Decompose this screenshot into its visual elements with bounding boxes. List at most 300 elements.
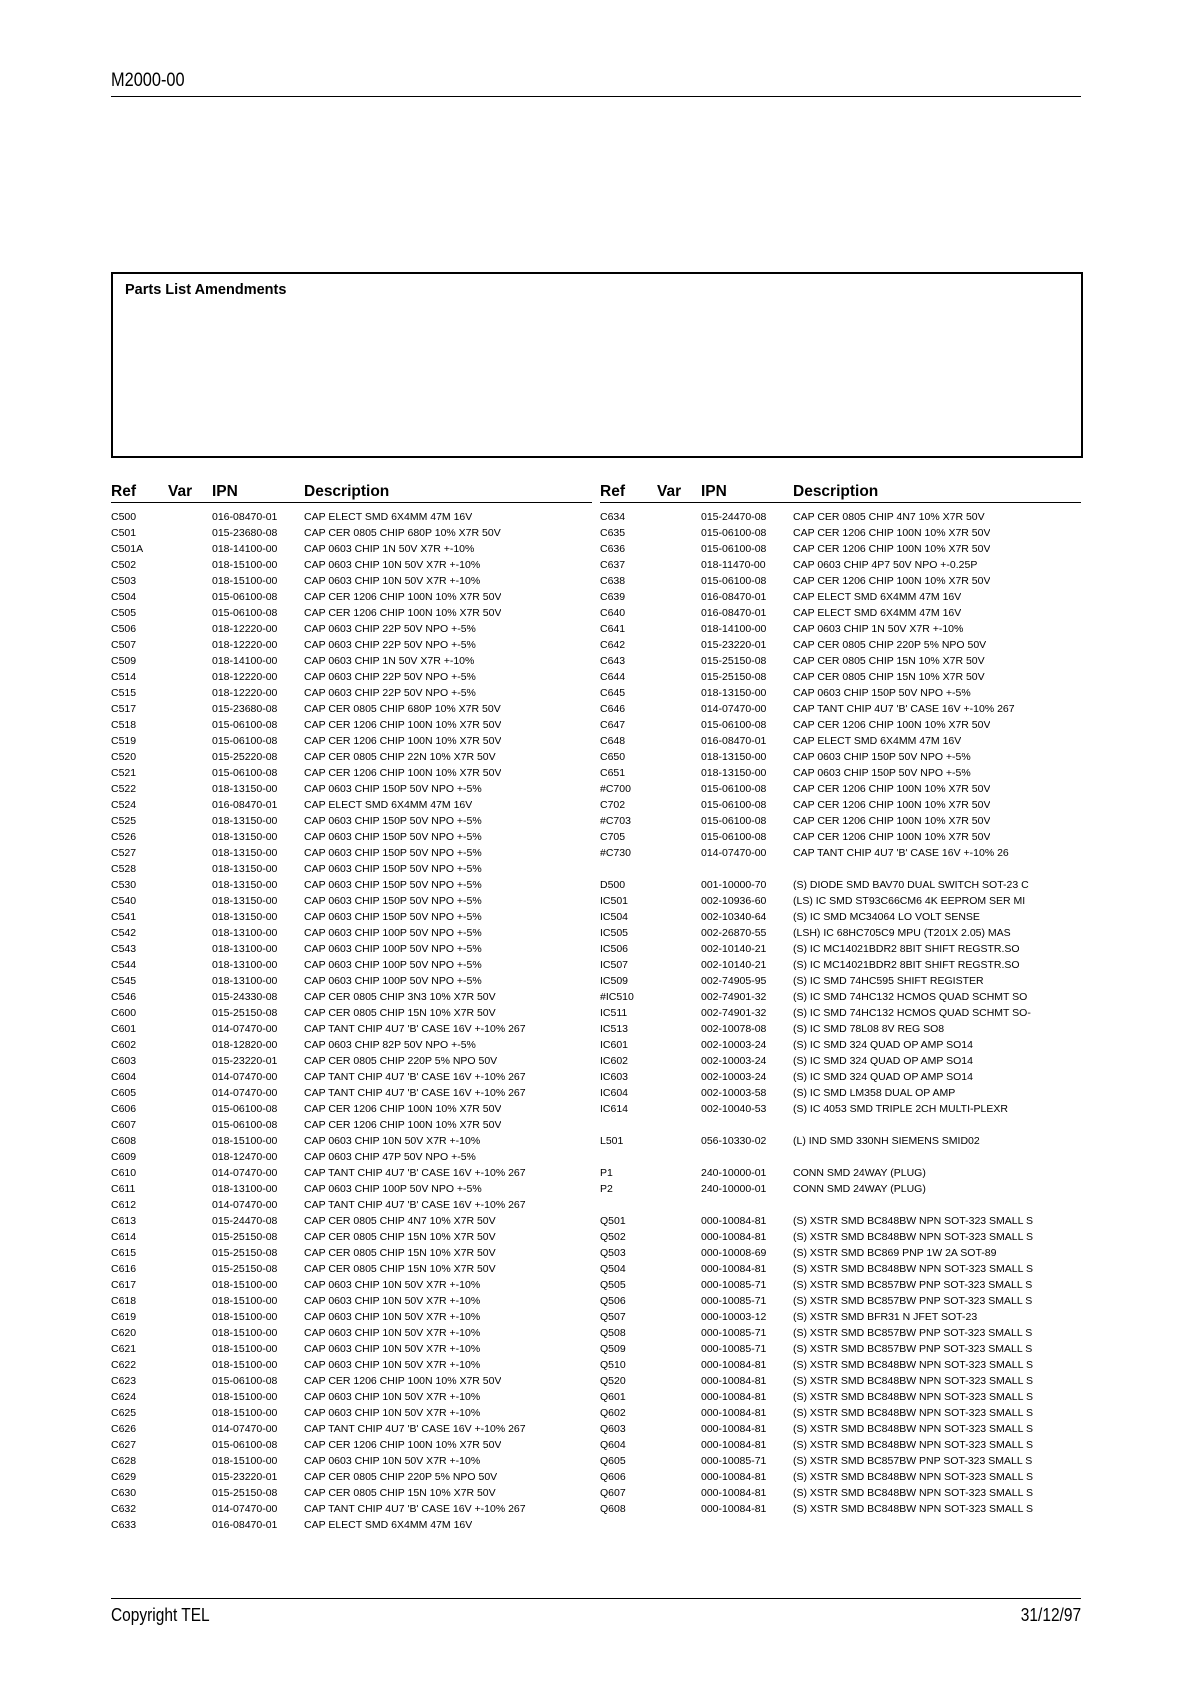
cell-ipn: 018-14100-00 xyxy=(212,655,278,667)
cell-ipn: 018-15100-00 xyxy=(212,1327,278,1339)
table-row xyxy=(111,717,592,733)
cell-ipn: 015-25220-08 xyxy=(212,751,278,763)
column-header-ipn: IPN xyxy=(212,483,238,500)
cell-ref: C632 xyxy=(111,1503,137,1515)
table-row xyxy=(111,605,592,621)
table-row xyxy=(111,781,592,797)
table-row xyxy=(111,1101,592,1117)
table-row xyxy=(600,1277,1081,1293)
cell-ref: #IC510 xyxy=(600,991,634,1003)
cell-ipn: 015-25150-08 xyxy=(212,1247,278,1259)
cell-ipn: 016-08470-01 xyxy=(212,511,278,523)
cell-description: CAP 0603 CHIP 150P 50V NPO +-5% xyxy=(304,895,482,907)
cell-ipn: 015-25150-08 xyxy=(212,1007,278,1019)
cell-ref: C601 xyxy=(111,1023,137,1035)
cell-description: CAP CER 0805 CHIP 15N 10% X7R 50V xyxy=(304,1007,496,1019)
table-row xyxy=(111,637,592,653)
cell-ref: IC603 xyxy=(600,1071,629,1083)
cell-description: CAP CER 0805 CHIP 15N 10% X7R 50V xyxy=(793,671,985,683)
cell-ipn: 240-10000-01 xyxy=(701,1183,767,1195)
table-row xyxy=(600,525,1081,541)
cell-description: CAP CER 0805 CHIP 3N3 10% X7R 50V xyxy=(304,991,496,1003)
table-row xyxy=(111,589,592,605)
cell-ipn: 000-10084-81 xyxy=(701,1407,767,1419)
table-row xyxy=(600,973,1081,989)
table-row xyxy=(111,573,592,589)
cell-ref: P2 xyxy=(600,1183,613,1195)
cell-ref: C522 xyxy=(111,783,137,795)
cell-description: (S) IC SMD 74HC132 HCMOS QUAD SCHMT SO- xyxy=(793,1007,1031,1019)
cell-ipn: 002-74901-32 xyxy=(701,1007,767,1019)
table-row xyxy=(600,717,1081,733)
table-row xyxy=(111,541,592,557)
table-row xyxy=(600,1485,1081,1501)
cell-ref: IC504 xyxy=(600,911,629,923)
cell-description: CAP TANT CHIP 4U7 'B' CASE 16V +-10% 267 xyxy=(304,1423,526,1435)
cell-ipn: 000-10084-81 xyxy=(701,1423,767,1435)
cell-ipn: 014-07470-00 xyxy=(212,1167,278,1179)
cell-description: CAP CER 1206 CHIP 100N 10% X7R 50V xyxy=(304,719,502,731)
cell-description: CAP CER 1206 CHIP 100N 10% X7R 50V xyxy=(304,1119,502,1131)
cell-ref: Q504 xyxy=(600,1263,626,1275)
cell-description: CAP CER 0805 CHIP 4N7 10% X7R 50V xyxy=(793,511,985,523)
cell-ipn: 018-13100-00 xyxy=(212,927,278,939)
cell-ipn: 018-15100-00 xyxy=(212,1279,278,1291)
cell-description: CAP CER 0805 CHIP 15N 10% X7R 50V xyxy=(304,1487,496,1499)
cell-description: CAP TANT CHIP 4U7 'B' CASE 16V +-10% 267 xyxy=(304,1087,526,1099)
cell-description: CAP CER 0805 CHIP 15N 10% X7R 50V xyxy=(304,1263,496,1275)
cell-ref: C614 xyxy=(111,1231,137,1243)
table-row xyxy=(600,1181,1081,1197)
table-row xyxy=(111,1133,592,1149)
table-row xyxy=(111,621,592,637)
cell-ref: C637 xyxy=(600,559,626,571)
cell-ipn: 018-13150-00 xyxy=(701,751,767,763)
cell-ipn: 018-13150-00 xyxy=(701,767,767,779)
cell-ipn: 018-11470-00 xyxy=(701,559,766,571)
table-row xyxy=(111,845,592,861)
cell-ipn: 240-10000-01 xyxy=(701,1167,767,1179)
cell-ipn: 015-06100-08 xyxy=(701,527,767,539)
cell-ref: C611 xyxy=(111,1183,136,1195)
cell-ipn: 018-15100-00 xyxy=(212,559,278,571)
cell-description: (S) IC 4053 SMD TRIPLE 2CH MULTI-PLEXR xyxy=(793,1103,1008,1115)
table-body xyxy=(111,503,592,1533)
cell-ipn: 015-06100-08 xyxy=(701,719,767,731)
cell-ref: Q602 xyxy=(600,1407,626,1419)
cell-ref: IC511 xyxy=(600,1007,628,1019)
cell-ipn: 001-10000-70 xyxy=(701,879,767,891)
table-row xyxy=(111,1085,592,1101)
table-row xyxy=(600,925,1081,941)
cell-description: (S) XSTR SMD BC848BW NPN SOT-323 SMALL S xyxy=(793,1375,1034,1387)
cell-ref: C515 xyxy=(111,687,137,699)
table-row xyxy=(600,1133,1081,1149)
cell-description: CAP 0603 CHIP 150P 50V NPO +-5% xyxy=(304,879,482,891)
cell-ipn: 015-23680-08 xyxy=(212,527,278,539)
cell-ref: Q601 xyxy=(600,1391,626,1403)
cell-description: CAP TANT CHIP 4U7 'B' CASE 16V +-10% 267 xyxy=(793,703,1015,715)
cell-ipn: 015-06100-08 xyxy=(701,815,767,827)
cell-ref: C606 xyxy=(111,1103,137,1115)
table-row xyxy=(600,1069,1081,1085)
cell-ref: Q603 xyxy=(600,1423,626,1435)
table-row xyxy=(111,877,592,893)
table-row xyxy=(600,1085,1081,1101)
cell-ipn: 000-10084-81 xyxy=(701,1503,767,1515)
document-date: 31/12/97 xyxy=(1020,1605,1081,1625)
cell-description: CAP 0603 CHIP 150P 50V NPO +-5% xyxy=(304,831,482,843)
cell-ipn: 002-10340-64 xyxy=(701,911,767,923)
table-row xyxy=(600,1197,1081,1213)
cell-description: CAP 0603 CHIP 10N 50V X7R +-10% xyxy=(304,1455,481,1467)
cell-ref: C616 xyxy=(111,1263,137,1275)
parts-list-amendments-box xyxy=(111,272,1083,458)
table-row xyxy=(600,573,1081,589)
copyright-text: Copyright TEL xyxy=(111,1605,210,1625)
cell-ipn: 018-14100-00 xyxy=(212,543,278,555)
cell-ref: C705 xyxy=(600,831,626,843)
cell-description: CAP CER 0805 CHIP 680P 10% X7R 50V xyxy=(304,527,501,539)
column-header-ipn: IPN xyxy=(701,483,727,500)
cell-ipn: 016-08470-01 xyxy=(701,607,767,619)
parts-table-right xyxy=(600,483,1081,1517)
table-row xyxy=(600,1437,1081,1453)
cell-ref: #C730 xyxy=(600,847,631,859)
cell-ref: C620 xyxy=(111,1327,137,1339)
table-row xyxy=(600,861,1081,877)
cell-description: CAP ELECT SMD 6X4MM 47M 16V xyxy=(793,591,962,603)
cell-ipn: 014-07470-00 xyxy=(701,703,767,715)
cell-ipn: 000-10084-81 xyxy=(701,1231,767,1243)
cell-ipn: 002-10040-53 xyxy=(701,1103,767,1115)
cell-ipn: 002-10003-24 xyxy=(701,1055,767,1067)
table-row xyxy=(111,1213,592,1229)
cell-ref: IC507 xyxy=(600,959,629,971)
cell-description: (S) XSTR SMD BC848BW NPN SOT-323 SMALL S xyxy=(793,1391,1034,1403)
cell-description: CAP 0603 CHIP 10N 50V X7R +-10% xyxy=(304,1295,481,1307)
cell-description: CAP CER 0805 CHIP 15N 10% X7R 50V xyxy=(304,1247,496,1259)
cell-description: CAP 0603 CHIP 100P 50V NPO +-5% xyxy=(304,943,482,955)
table-row xyxy=(600,701,1081,717)
cell-description: CAP 0603 CHIP 10N 50V X7R +-10% xyxy=(304,559,481,571)
cell-ipn: 015-06100-08 xyxy=(212,1375,278,1387)
cell-description: (S) IC SMD MC34064 LO VOLT SENSE xyxy=(793,911,980,923)
table-row xyxy=(111,813,592,829)
table-row xyxy=(600,621,1081,637)
cell-ref: Q604 xyxy=(600,1439,626,1451)
cell-ref: C651 xyxy=(600,767,626,779)
table-row xyxy=(111,941,592,957)
cell-ref: C615 xyxy=(111,1247,137,1259)
cell-ref: C524 xyxy=(111,799,137,811)
cell-ref: Q505 xyxy=(600,1279,626,1291)
cell-description: CAP 0603 CHIP 1N 50V X7R +-10% xyxy=(793,623,964,635)
table-row xyxy=(600,749,1081,765)
cell-ipn: 018-15100-00 xyxy=(212,1455,278,1467)
cell-ref: IC506 xyxy=(600,943,629,955)
cell-ipn: 056-10330-02 xyxy=(701,1135,767,1147)
cell-ref: IC604 xyxy=(600,1087,629,1099)
cell-ipn: 015-06100-08 xyxy=(212,767,278,779)
cell-ref: C627 xyxy=(111,1439,137,1451)
cell-ipn: 018-13100-00 xyxy=(212,975,278,987)
cell-ipn: 018-13150-00 xyxy=(212,847,278,859)
table-row xyxy=(111,685,592,701)
cell-ref: Q503 xyxy=(600,1247,626,1259)
table-row xyxy=(111,1485,592,1501)
cell-ipn: 018-13150-00 xyxy=(212,911,278,923)
cell-ref: C543 xyxy=(111,943,137,955)
cell-ref: Q507 xyxy=(600,1311,626,1323)
cell-ipn: 002-10078-08 xyxy=(701,1023,767,1035)
cell-description: (L) IND SMD 330NH SIEMENS SMID02 xyxy=(793,1135,980,1147)
cell-ref: C518 xyxy=(111,719,137,731)
cell-ref: C612 xyxy=(111,1199,137,1211)
cell-ipn: 018-13150-00 xyxy=(701,687,767,699)
cell-ref: C650 xyxy=(600,751,626,763)
table-row xyxy=(600,829,1081,845)
cell-ref: C628 xyxy=(111,1455,137,1467)
cell-ipn: 018-13100-00 xyxy=(212,1183,278,1195)
cell-ref: Q508 xyxy=(600,1327,626,1339)
table-row xyxy=(111,1005,592,1021)
table-header xyxy=(600,483,1081,503)
cell-description: CAP 0603 CHIP 10N 50V X7R +-10% xyxy=(304,1279,481,1291)
cell-description: CAP 0603 CHIP 150P 50V NPO +-5% xyxy=(304,863,482,875)
cell-ref: C506 xyxy=(111,623,137,635)
column-header-ref: Ref xyxy=(111,483,136,500)
table-row xyxy=(111,653,592,669)
table-row xyxy=(111,1117,592,1133)
cell-description: CAP 0603 CHIP 4P7 50V NPO +-0.25P xyxy=(793,559,978,571)
column-header-description: Description xyxy=(793,483,879,500)
cell-ref: C603 xyxy=(111,1055,137,1067)
cell-ipn: 014-07470-00 xyxy=(212,1423,278,1435)
table-row xyxy=(600,1469,1081,1485)
cell-ipn: 015-06100-08 xyxy=(701,799,767,811)
cell-ref: C647 xyxy=(600,719,626,731)
table-row xyxy=(600,1389,1081,1405)
cell-description: CAP 0603 CHIP 150P 50V NPO +-5% xyxy=(304,783,482,795)
cell-ipn: 015-25150-08 xyxy=(212,1487,278,1499)
cell-ref: C604 xyxy=(111,1071,137,1083)
cell-ipn: 018-15100-00 xyxy=(212,1391,278,1403)
cell-ref: C520 xyxy=(111,751,137,763)
cell-ipn: 002-10003-24 xyxy=(701,1071,767,1083)
cell-ipn: 000-10084-81 xyxy=(701,1471,767,1483)
cell-description: CAP CER 1206 CHIP 100N 10% X7R 50V xyxy=(304,767,502,779)
table-row xyxy=(600,669,1081,685)
cell-ref: C610 xyxy=(111,1167,137,1179)
cell-ref: C633 xyxy=(111,1519,137,1531)
cell-description: CAP CER 1206 CHIP 100N 10% X7R 50V xyxy=(304,591,502,603)
cell-description: CAP TANT CHIP 4U7 'B' CASE 16V +-10% 267 xyxy=(304,1167,526,1179)
cell-ipn: 002-10003-58 xyxy=(701,1087,767,1099)
cell-ipn: 018-13150-00 xyxy=(212,783,278,795)
cell-ref: C530 xyxy=(111,879,137,891)
cell-ipn: 015-24470-08 xyxy=(212,1215,278,1227)
cell-ipn: 018-15100-00 xyxy=(212,1295,278,1307)
cell-description: CAP CER 0805 CHIP 22N 10% X7R 50V xyxy=(304,751,496,763)
table-row xyxy=(600,1021,1081,1037)
cell-ipn: 000-10085-71 xyxy=(701,1295,767,1307)
cell-description: CAP CER 0805 CHIP 220P 5% NPO 50V xyxy=(304,1055,498,1067)
cell-description: CAP CER 0805 CHIP 680P 10% X7R 50V xyxy=(304,703,501,715)
cell-description: CAP TANT CHIP 4U7 'B' CASE 16V +-10% 267 xyxy=(304,1199,526,1211)
document-code: M2000-00 xyxy=(111,70,185,91)
table-row xyxy=(111,1357,592,1373)
cell-ref: C503 xyxy=(111,575,137,587)
cell-description: (S) IC SMD LM358 DUAL OP AMP xyxy=(793,1087,956,1099)
cell-ipn: 014-07470-00 xyxy=(212,1503,278,1515)
cell-description: CAP 0603 CHIP 10N 50V X7R +-10% xyxy=(304,1327,481,1339)
table-row xyxy=(111,1421,592,1437)
cell-description: (S) XSTR SMD BC857BW PNP SOT-323 SMALL S xyxy=(793,1295,1033,1307)
cell-ipn: 002-74905-95 xyxy=(701,975,767,987)
cell-description: (S) XSTR SMD BC848BW NPN SOT-323 SMALL S xyxy=(793,1439,1034,1451)
cell-ipn: 016-08470-01 xyxy=(701,735,767,747)
cell-ref: C645 xyxy=(600,687,626,699)
page-footer xyxy=(111,1598,1081,1629)
table-row xyxy=(600,1341,1081,1357)
cell-ref: Q501 xyxy=(600,1215,626,1227)
cell-description: (S) XSTR SMD BC848BW NPN SOT-323 SMALL S xyxy=(793,1423,1034,1435)
cell-ipn: 015-06100-08 xyxy=(212,591,278,603)
table-row xyxy=(111,1373,592,1389)
cell-ref: C643 xyxy=(600,655,626,667)
table-row xyxy=(600,1405,1081,1421)
cell-ref: C642 xyxy=(600,639,626,651)
table-row xyxy=(600,1261,1081,1277)
cell-description: CAP 0603 CHIP 10N 50V X7R +-10% xyxy=(304,1311,481,1323)
cell-ref: C528 xyxy=(111,863,137,875)
cell-ipn: 018-13100-00 xyxy=(212,959,278,971)
table-row xyxy=(600,733,1081,749)
table-row xyxy=(600,957,1081,973)
cell-description: CAP 0603 CHIP 100P 50V NPO +-5% xyxy=(304,927,482,939)
cell-ref: Q510 xyxy=(600,1359,626,1371)
table-row xyxy=(600,989,1081,1005)
table-row xyxy=(111,1069,592,1085)
cell-description: CAP CER 1206 CHIP 100N 10% X7R 50V xyxy=(304,1439,502,1451)
cell-ipn: 002-10003-24 xyxy=(701,1039,767,1051)
cell-description: (LSH) IC 68HC705C9 MPU (T201X 2.05) MAS xyxy=(793,927,1011,939)
cell-description: (S) XSTR SMD BC848BW NPN SOT-323 SMALL S xyxy=(793,1231,1034,1243)
table-row xyxy=(111,973,592,989)
cell-description: CAP CER 1206 CHIP 100N 10% X7R 50V xyxy=(793,831,991,843)
table-row xyxy=(600,893,1081,909)
cell-description: CAP 0603 CHIP 10N 50V X7R +-10% xyxy=(304,1407,481,1419)
cell-description: CAP 0603 CHIP 100P 50V NPO +-5% xyxy=(304,959,482,971)
cell-description: (S) XSTR SMD BC857BW PNP SOT-323 SMALL S xyxy=(793,1343,1033,1355)
cell-ref: Q606 xyxy=(600,1471,626,1483)
table-row xyxy=(111,1469,592,1485)
table-row xyxy=(111,1501,592,1517)
cell-description: (S) IC SMD 74HC595 SHIFT REGISTER xyxy=(793,975,984,987)
cell-ipn: 015-23220-01 xyxy=(212,1471,278,1483)
cell-ref: C644 xyxy=(600,671,626,683)
cell-ipn: 015-24330-08 xyxy=(212,991,278,1003)
cell-ipn: 015-25150-08 xyxy=(212,1231,278,1243)
cell-ref: C638 xyxy=(600,575,626,587)
cell-ref: C546 xyxy=(111,991,137,1003)
cell-description: CAP 0603 CHIP 10N 50V X7R +-10% xyxy=(304,1343,481,1355)
cell-description: CAP CER 1206 CHIP 100N 10% X7R 50V xyxy=(793,543,991,555)
cell-ipn: 015-06100-08 xyxy=(212,1103,278,1115)
cell-ref: #C700 xyxy=(600,783,631,795)
cell-ipn: 015-06100-08 xyxy=(701,783,767,795)
cell-description: CAP 0603 CHIP 22P 50V NPO +-5% xyxy=(304,623,476,635)
cell-ref: C641 xyxy=(600,623,626,635)
cell-ref: C635 xyxy=(600,527,626,539)
table-row xyxy=(600,1117,1081,1133)
cell-ipn: 018-13150-00 xyxy=(212,879,278,891)
cell-ref: C541 xyxy=(111,911,137,923)
cell-description: CAP CER 0805 CHIP 15N 10% X7R 50V xyxy=(793,655,985,667)
cell-description: CAP CER 1206 CHIP 100N 10% X7R 50V xyxy=(793,527,991,539)
cell-ref: C636 xyxy=(600,543,626,555)
cell-description: CAP CER 1206 CHIP 100N 10% X7R 50V xyxy=(793,783,991,795)
cell-ref: #C703 xyxy=(600,815,631,827)
cell-description: CAP CER 1206 CHIP 100N 10% X7R 50V xyxy=(793,815,991,827)
cell-ipn: 015-06100-08 xyxy=(212,719,278,731)
table-row xyxy=(600,1453,1081,1469)
cell-ref: L501 xyxy=(600,1135,624,1147)
table-row xyxy=(111,909,592,925)
cell-ref: C542 xyxy=(111,927,137,939)
cell-ipn: 015-24470-08 xyxy=(701,511,767,523)
table-row xyxy=(600,941,1081,957)
cell-ipn: 018-13150-00 xyxy=(212,863,278,875)
cell-description: (S) XSTR SMD BC857BW PNP SOT-323 SMALL S xyxy=(793,1279,1033,1291)
cell-description: CAP ELECT SMD 6X4MM 47M 16V xyxy=(793,735,962,747)
cell-description: CAP 0603 CHIP 1N 50V X7R +-10% xyxy=(304,543,475,555)
cell-description: CAP 0603 CHIP 150P 50V NPO +-5% xyxy=(304,847,482,859)
cell-description: (S) XSTR SMD BC848BW NPN SOT-323 SMALL S xyxy=(793,1215,1034,1227)
table-row xyxy=(600,541,1081,557)
table-row xyxy=(600,589,1081,605)
cell-ipn: 015-25150-08 xyxy=(701,671,767,683)
cell-description: CAP TANT CHIP 4U7 'B' CASE 16V +-10% 267 xyxy=(304,1503,526,1515)
cell-ref: C507 xyxy=(111,639,137,651)
table-row xyxy=(111,1437,592,1453)
cell-description: CAP TANT CHIP 4U7 'B' CASE 16V +-10% 267 xyxy=(304,1071,526,1083)
table-row xyxy=(111,1245,592,1261)
cell-description: CAP 0603 CHIP 1N 50V X7R +-10% xyxy=(304,655,475,667)
cell-description: CONN SMD 24WAY (PLUG) xyxy=(793,1183,926,1195)
table-row xyxy=(600,1037,1081,1053)
table-row xyxy=(600,685,1081,701)
cell-ref: C613 xyxy=(111,1215,137,1227)
cell-ipn: 018-13100-00 xyxy=(212,943,278,955)
cell-ipn: 014-07470-00 xyxy=(212,1071,278,1083)
table-row xyxy=(111,1021,592,1037)
cell-ipn: 015-23220-01 xyxy=(701,639,767,651)
cell-description: (S) IC MC14021BDR2 8BIT SHIFT REGSTR.SO xyxy=(793,943,1020,955)
cell-description: CAP CER 1206 CHIP 100N 10% X7R 50V xyxy=(304,1103,502,1115)
cell-ref: C640 xyxy=(600,607,626,619)
cell-ref: C504 xyxy=(111,591,137,603)
cell-ref: C527 xyxy=(111,847,137,859)
cell-description: CAP 0603 CHIP 10N 50V X7R +-10% xyxy=(304,1135,481,1147)
table-row xyxy=(111,1277,592,1293)
cell-ipn: 016-08470-01 xyxy=(701,591,767,603)
cell-ipn: 018-15100-00 xyxy=(212,1343,278,1355)
cell-ipn: 002-10140-21 xyxy=(701,943,767,955)
cell-ref: Q607 xyxy=(600,1487,626,1499)
cell-description: (S) IC MC14021BDR2 8BIT SHIFT REGSTR.SO xyxy=(793,959,1020,971)
